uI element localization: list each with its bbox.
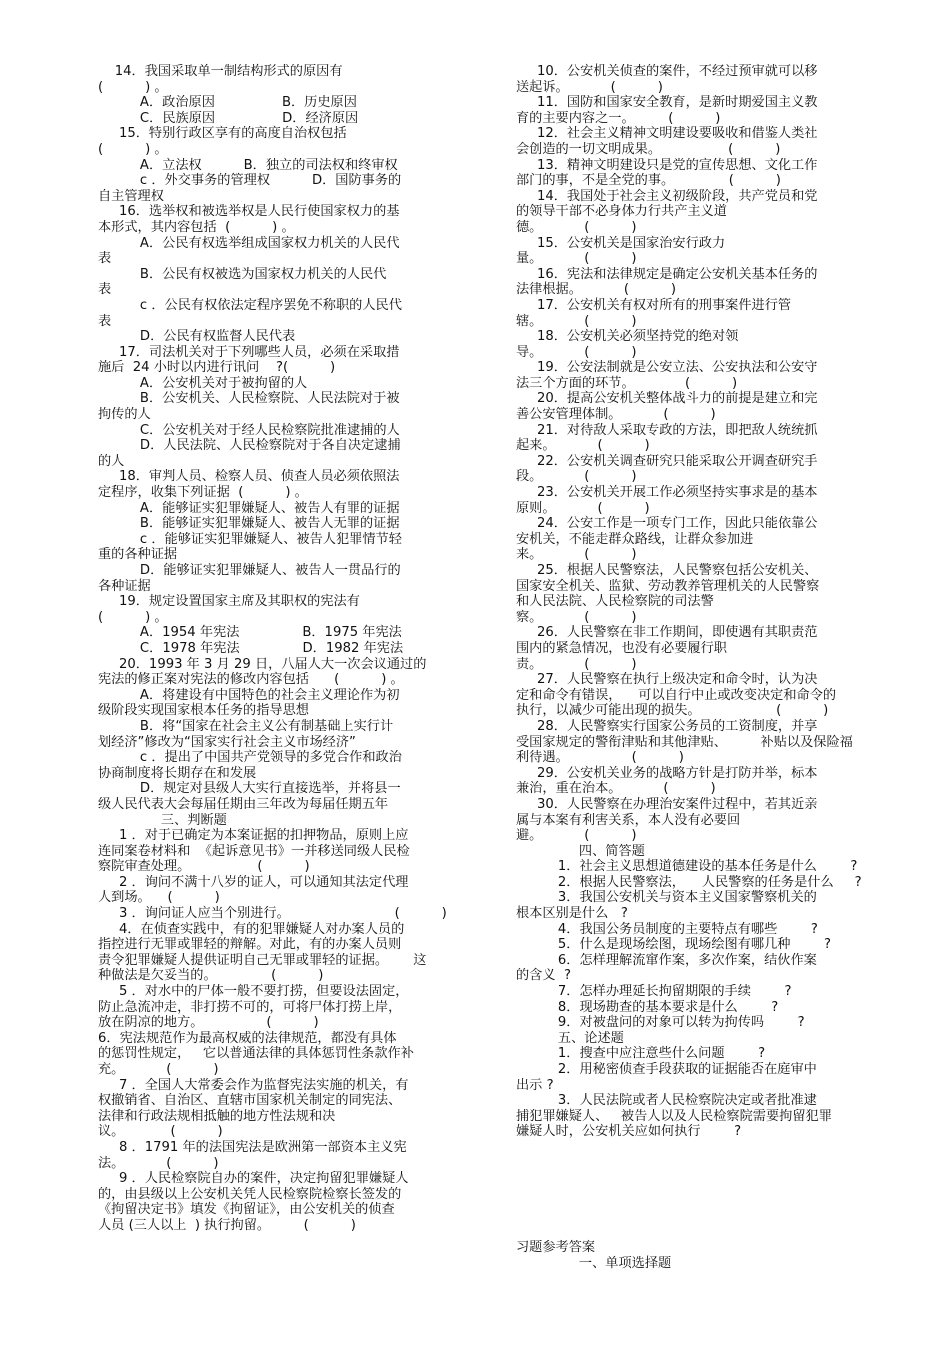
- text-line: 国家安全机关、监狱、劳动教养管理机关的人民警察: [516, 578, 820, 594]
- text-line: 善公安管理体制。 ( ): [516, 407, 716, 423]
- text-line: 15．公安机关是国家治安行政力: [516, 235, 726, 251]
- text-line: 2．根据人民警察法， 人民警察的任务是什么 ?: [516, 874, 862, 890]
- text-line: 会创造的一切文明成果。 ( ): [516, 141, 781, 157]
- text-line: 安机关，不能走群众路线，让群众参加进: [516, 531, 754, 547]
- text-line: A．立法权 B．独立的司法权和终审权: [98, 157, 398, 173]
- text-line: 级阶段实现国家根本任务的指导思想: [98, 703, 309, 719]
- text-line: 围内的紧急情况，也没有必要履行职: [516, 640, 727, 656]
- text-line: 划经济”修改为“国家实行社会主义市场经济”: [98, 734, 356, 750]
- text-line: 6．怎样理解流窜作案，多次作案，结伙作案: [516, 952, 817, 968]
- text-line: 议。 ( ): [98, 1124, 223, 1140]
- text-line: 导。 ( ): [516, 344, 637, 360]
- text-line: 部门的事，不是全党的事。 ( ): [516, 173, 781, 189]
- text-line: 人员 (三人以上 ) 执行拘留。 ( ): [98, 1217, 356, 1233]
- text-line: 17．司法机关对于下列哪些人员，必须在采取措: [98, 344, 400, 360]
- text-line: 1．搜查中应注意些什么问题 ?: [516, 1046, 766, 1062]
- text-line: 防止急流冲走，非打捞不可的，可将尸体打捞上岸，: [98, 999, 402, 1015]
- text-line: 起来。 ( ): [516, 438, 650, 454]
- text-line: 的惩罚性规定， 它以普通法律的具体惩罚性条款作补: [98, 1046, 414, 1062]
- text-line: 2 ．询问不满十八岁的证人，可以通知其法定代理: [98, 874, 409, 890]
- text-line: 施后 24 小时以内进行讯问 ?( ): [98, 360, 336, 376]
- text-line: 28．人民警察实行国家公务员的工资制度，并享: [516, 718, 818, 734]
- text-line: 连同案卷材料和 《起诉意见书》一并移送同级人民检: [98, 843, 410, 859]
- text-line: 的含义 ?: [516, 968, 571, 984]
- text-line: 三、判断题: [98, 812, 227, 828]
- text-line: 察院审查处理。 ( ): [98, 859, 310, 875]
- text-line: 辖。 ( ): [516, 313, 637, 329]
- text-line: 各种证据: [98, 578, 151, 594]
- text-line: 协商制度将长期存在和发展: [98, 765, 257, 781]
- text-line: 重的各种证据: [98, 547, 178, 563]
- text-line: A．将建设有中国特色的社会主义理论作为初: [98, 687, 400, 703]
- text-line: c ．公民有权依法定程序罢免不称职的人民代: [98, 297, 402, 313]
- text-line: 7 ．全国人大常委会作为监督宪法实施的机关，有: [98, 1077, 409, 1093]
- text-line: 26．人民警察在非工作期间，即使遇有其职责范: [516, 625, 818, 641]
- text-line: 受国家规定的警衔津贴和其他津贴、 补贴以及保险福: [516, 734, 853, 750]
- text-line: 11．国防和国家安全教育，是新时期爱国主义教: [516, 95, 818, 111]
- text-line: B．将“国家在社会主义公有制基础上实行计: [98, 718, 394, 734]
- text-line: 四、简答题: [516, 843, 645, 859]
- text-line: c ．提出了中国共产党领导的多党合作和政治: [98, 750, 402, 766]
- text-line: A．政治原因 B．历史原因: [98, 95, 357, 111]
- text-line: 19．规定设置国家主席及其职权的宪法有: [98, 594, 360, 610]
- text-line: D．规定对县级人大实行直接选举，并将县一: [98, 781, 401, 797]
- text-line: 责。 ( ): [516, 656, 637, 672]
- text-line: 1．社会主义思想道德建设的基本任务是什么 ?: [516, 859, 858, 875]
- text-line: 20．提高公安机关整体战斗力的前提是建立和完: [516, 391, 818, 407]
- text-line: 表: [98, 251, 112, 267]
- text-line: 13．精神文明建设只是党的宣传思想、文化工作: [516, 157, 818, 173]
- answers-heading: 习题参考答案: [516, 1240, 596, 1255]
- text-line: 宪法的修正案对宪法的修改内容包括 ( ) 。: [98, 672, 404, 688]
- text-line: 表: [98, 313, 112, 329]
- text-line: 3．我国公安机关与资本主义国家警察机关的: [516, 890, 817, 906]
- text-line: 原则。 ( ): [516, 500, 650, 516]
- text-line: 5．什么是现场绘图，现场绘图有哪几种 ?: [516, 937, 832, 953]
- text-line: 24．公安工作是一项专门工作，因此只能依靠公: [516, 516, 818, 532]
- text-line: 来。 ( ): [516, 547, 637, 563]
- text-line: 29．公安机关业务的战略方针是打防并举，标本: [516, 765, 818, 781]
- text-line: 级人民代表大会每届任期由三年改为每届任期五年: [98, 796, 389, 812]
- text-line: 量。 ( ): [516, 251, 637, 267]
- text-line: 根本区别是什么 ?: [516, 906, 628, 922]
- text-line: 法律和行政法规相抵触的地方性法规和决: [98, 1108, 336, 1124]
- text-line: A．1954 年宪法 B．1975 年宪法: [98, 625, 402, 641]
- text-line: ( ) 。: [98, 609, 168, 625]
- text-line: 育的主要内容之一。 ( ): [516, 110, 721, 126]
- text-line: c ．外交事务的管理权 D．国防事务的: [98, 173, 402, 189]
- text-line: 25．根据人民警察法，人民警察包括公安机关、: [516, 563, 818, 578]
- text-line: 表: [98, 282, 112, 298]
- text-line: 定和命令有错误， 可以自行中止或改变决定和命令的: [516, 687, 837, 703]
- text-line: 指控进行无罪或罪轻的辩解。对此，有的办案人员则: [98, 937, 402, 953]
- text-line: 察。 ( ): [516, 609, 637, 625]
- text-line: 送起诉。 ( ): [516, 79, 663, 95]
- text-line: C．公安机关对于经人民检察院批准逮捕的人: [98, 422, 400, 438]
- text-line: 19．公安法制就是公安立法、公安执法和公安守: [516, 360, 818, 376]
- text-line: 的人: [98, 453, 125, 469]
- text-line: 利待遇。 ( ): [516, 750, 684, 766]
- text-line: 2．用秘密侦查手段获取的证据能否在庭审中: [516, 1062, 817, 1077]
- text-line: 16．宪法和法律规定是确定公安机关基本任务的: [516, 266, 818, 282]
- text-line: 嫌疑人时，公安机关应如何执行 ?: [516, 1124, 742, 1140]
- text-line: 《拘留决定书》填发《拘留证》，由公安机关的侦查: [98, 1202, 395, 1218]
- text-line: 30．人民警察在办理治安案件过程中，若其近亲: [516, 796, 818, 812]
- text-line: 27．人民警察在执行上级决定和命令时，认为决: [516, 672, 818, 688]
- text-line: 充。 ( ): [98, 1062, 219, 1077]
- text-line: D．能够证实犯罪嫌疑人、被告人一贯品行的: [98, 563, 401, 578]
- text-line: 法三个方面的环节。 ( ): [516, 375, 738, 391]
- text-line: 法律根据。 ( ): [516, 282, 677, 298]
- text-line: 五、论述题: [516, 1030, 624, 1046]
- text-line: 17．公安机关有权对所有的刑事案件进行管: [516, 297, 792, 313]
- text-line: 放在阴凉的地方。 ( ): [98, 1015, 319, 1031]
- text-line: 4．在侦查实践中，有的犯罪嫌疑人对办案人员的: [98, 921, 405, 937]
- text-line: 21．对待敌人采取专政的方法，即把敌人统统抓: [516, 422, 818, 438]
- text-line: B．公民有权被选为国家权力机关的人民代: [98, 266, 387, 282]
- text-line: 16．选举权和被选举权是人民行使国家权力的基: [98, 204, 400, 220]
- text-line: 的领导干部不必身体力行共产主义道: [516, 204, 727, 220]
- text-line: 18．公安机关必须坚持党的绝对领: [516, 329, 739, 345]
- text-line: 22．公安机关调查研究只能采取公开调查研究手: [516, 453, 818, 469]
- text-line: 责令犯罪嫌疑人提供证明自己无罪或罪轻的证据。 这: [98, 952, 427, 968]
- text-line: D．公民有权监督人民代表: [98, 329, 296, 345]
- text-line: 和人民法院、人民检察院的司法警: [516, 594, 714, 610]
- text-line: 种做法是欠妥当的。 ( ): [98, 968, 324, 984]
- text-line: 德。 ( ): [516, 219, 637, 235]
- text-line: 人到场。 ( ): [98, 890, 220, 906]
- text-line: 10．公安机关侦查的案件，不经过预审就可以移: [516, 64, 818, 79]
- text-line: 8．现场勘查的基本要求是什么 ?: [516, 999, 779, 1015]
- text-line: 3．人民法院或者人民检察院决定或者批准逮: [516, 1093, 817, 1109]
- text-line: D．人民法院、人民检察院对于各自决定逮捕: [98, 438, 401, 454]
- text-line: 4．我国公务员制度的主要特点有哪些 ?: [516, 921, 818, 937]
- text-line: 拘传的人: [98, 407, 151, 423]
- text-line: 段。 ( ): [516, 469, 637, 485]
- text-line: 18．审判人员、检察人员、侦查人员必须依照法: [98, 469, 400, 485]
- text-line: 的，由县级以上公安机关凭人民检察院检察长签发的: [98, 1186, 402, 1202]
- text-line: 23．公安机关开展工作必须坚持实事求是的基本: [516, 485, 818, 501]
- text-line: 7．怎样办理延长拘留期限的手续 ?: [516, 984, 792, 1000]
- text-line: 属与本案有利害关系，本人没有必要回: [516, 812, 741, 828]
- text-line: 本形式，其内容包括 ( ) 。: [98, 219, 295, 235]
- text-line: A．公民有权选举组成国家权力机关的人民代: [98, 235, 400, 251]
- text-line: 9 ．人民检察院自办的案件，决定拘留犯罪嫌疑人: [98, 1171, 409, 1187]
- text-line: 出示 ?: [516, 1077, 554, 1093]
- text-line: 14．我国采取单一制结构形式的原因有: [98, 64, 343, 79]
- text-line: 6．宪法规范作为最高权威的法律规范，都没有具体: [98, 1030, 397, 1046]
- text-line: 兼治，重在治本。 ( ): [516, 781, 716, 797]
- text-line: 9．对被盘问的对象可以转为拘传吗 ?: [516, 1015, 805, 1031]
- text-line: 5 ．对水中的尸体一般不要打捞，但要设法固定，: [98, 984, 409, 1000]
- text-line: 14．我国处于社会主义初级阶段，共产党员和党: [516, 188, 818, 204]
- text-line: 权撤销省、自治区、直辖市国家机关制定的同宪法、: [98, 1093, 402, 1109]
- text-line: 8 ．1791 年的法国宪法是欧洲第一部资本主义宪: [98, 1139, 407, 1155]
- text-line: 20．1993 年 3 月 29 日，八届人大一次会议通过的: [98, 656, 427, 672]
- text-line: B．能够证实犯罪嫌疑人、被告人无罪的证据: [98, 516, 400, 532]
- right-column: [516, 64, 860, 1140]
- answers-section-title: 一、单项选择题: [516, 1256, 672, 1271]
- text-line: ( ) 。: [98, 141, 168, 157]
- text-line: 自主管理权: [98, 188, 164, 204]
- text-line: 捕犯罪嫌疑人、 被告人以及人民检察院需要拘留犯罪: [516, 1108, 832, 1124]
- text-line: ( ) 。: [98, 79, 168, 95]
- text-line: A．公安机关对于被拘留的人: [98, 375, 308, 391]
- text-line: A．能够证实犯罪嫌疑人、被告人有罪的证据: [98, 500, 400, 516]
- text-line: 定程序，收集下列证据 ( ) 。: [98, 485, 308, 501]
- text-line: C．民族原因 D．经济原因: [98, 110, 359, 126]
- text-line: 法。 ( ): [98, 1155, 219, 1171]
- text-line: B．公安机关、人民检察院、人民法院对于被: [98, 391, 400, 407]
- text-line: 12．社会主义精神文明建设要吸收和借鉴人类社: [516, 126, 818, 142]
- text-line: C．1978 年宪法 D．1982 年宪法: [98, 640, 404, 656]
- text-line: 3 ．询问证人应当个别进行。 ( ): [98, 906, 447, 922]
- left-column: [98, 64, 462, 1234]
- text-line: 执行，以减少可能出现的损失。 ( ): [516, 703, 829, 719]
- text-line: 1 ．对于已确定为本案证据的扣押物品，原则上应: [98, 828, 409, 844]
- text-line: c ．能够证实犯罪嫌疑人、被告人犯罪情节轻: [98, 531, 402, 547]
- text-line: 15．特别行政区享有的高度自治权包括: [98, 126, 347, 142]
- text-line: 避。 ( ): [516, 828, 637, 844]
